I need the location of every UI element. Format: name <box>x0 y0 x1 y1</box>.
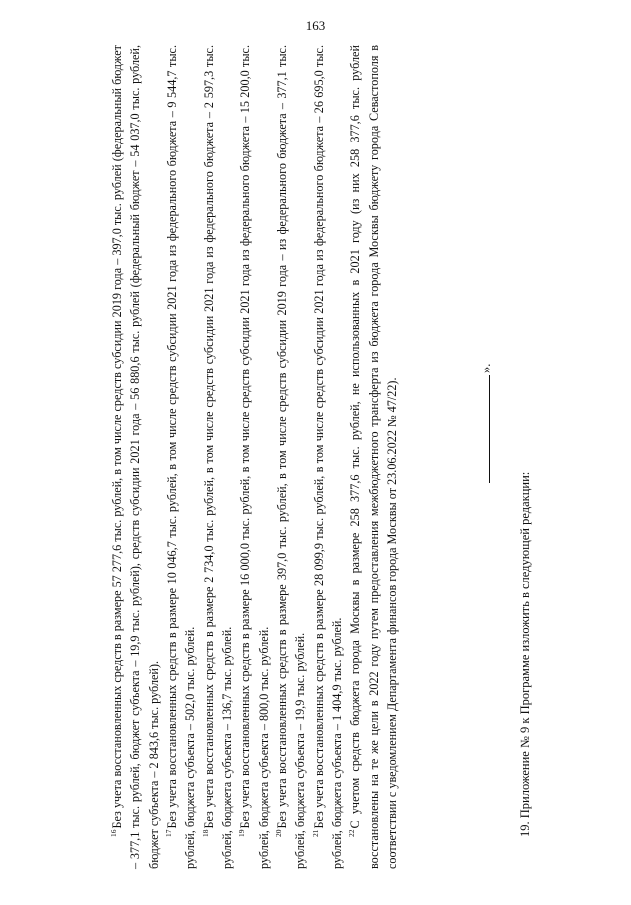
footnote-marker: 21 <box>310 829 320 837</box>
footnote-text: Без учета восстановленных средств в размере 57 277,6 тыс. рублей, в том числе средств субсидии 2019 года – 397,0 тыс. рублей (федеральный бюджет – 377,1 тыс. рублей, бюджет субъекта – 19,9 тыс. рублей), средств субсидии 2021 года – 56 880,6 тыс. рублей (федеральный бюджет – 54 037,0 тыс. рублей, бюджет субъекта – 2 843,6 тыс. рублей). <box>110 45 161 869</box>
footnote-marker: 20 <box>274 829 284 837</box>
footnote-text: Без учета восстановленных средств в размере 16 000,0 тыс. рублей, в том числе средств субсидии 2021 года из федерального бюджета – 15 200,0 тыс. рублей, бюджета субъекта – 800,0 тыс. рублей. <box>238 45 271 869</box>
footnotes-block <box>108 45 402 869</box>
footnote-20 <box>273 45 310 869</box>
footnote-marker: 19 <box>237 829 247 837</box>
page-number: 163 <box>305 18 326 33</box>
footnote-22 <box>346 45 401 869</box>
horizontal-rule <box>489 375 490 483</box>
footnote-marker: 17 <box>163 829 173 837</box>
footnote-marker: 16 <box>108 829 118 837</box>
footnote-19 <box>236 45 273 869</box>
footnote-marker: 18 <box>200 829 210 837</box>
footnote-17 <box>163 45 200 869</box>
footnote-16 <box>108 45 163 869</box>
footnote-text: Без учета восстановленных средств в размере 2 734,0 тыс. рублей, в том числе средств субсидии 2021 года из федерального бюджета – 2 597,3 тыс. рублей, бюджета субъекта – 136,7 тыс. рублей. <box>201 45 235 869</box>
footnote-text: С учетом средств бюджета города Москвы в размере 258 377,6 тыс. рублей, не использованных в 2021 году (из них 258 377,6 тыс. рублей восстановлены на те же цели в 2022 году путем предоставления межбюджетного трансферта из бюджета города Москвы бюджету города Севастополя в соответствии с уведомлением Департамента финансов города Москвы от 23.06.2022 № 47/22). <box>348 45 400 869</box>
footnote-18 <box>200 45 237 869</box>
appendix-heading: 19. Приложение № 9 к Программе изложить в следующей редакции: <box>518 471 532 837</box>
footnote-text: Без учета восстановленных средств в размере 10 046,7 тыс. рублей, в том числе средств субсидии 2021 года из федерального бюджета – 9 544,7 тыс. рублей, бюджета субъекта – 502,0 тыс. рублей. <box>165 45 198 869</box>
footnote-text: Без учета восстановленных средств в размере 28 099,9 тыс. рублей, в том числе средств субсидии 2021 года из федерального бюджета – 26 695,0 тыс. рублей, бюджета субъекта – 1 404,9 тыс. рублей. <box>311 45 345 869</box>
footnote-text: Без учета восстановленных средств в размере 397,0 тыс. рублей, в том числе средств субсидии 2019 года – из федерального бюджета – 377,1 тыс. рублей, бюджета субъекта – 19,9 тыс. рублей. <box>275 45 308 869</box>
closing-quote: ». <box>479 363 493 373</box>
footnote-21 <box>310 45 347 869</box>
footnote-marker: 22 <box>347 829 357 837</box>
